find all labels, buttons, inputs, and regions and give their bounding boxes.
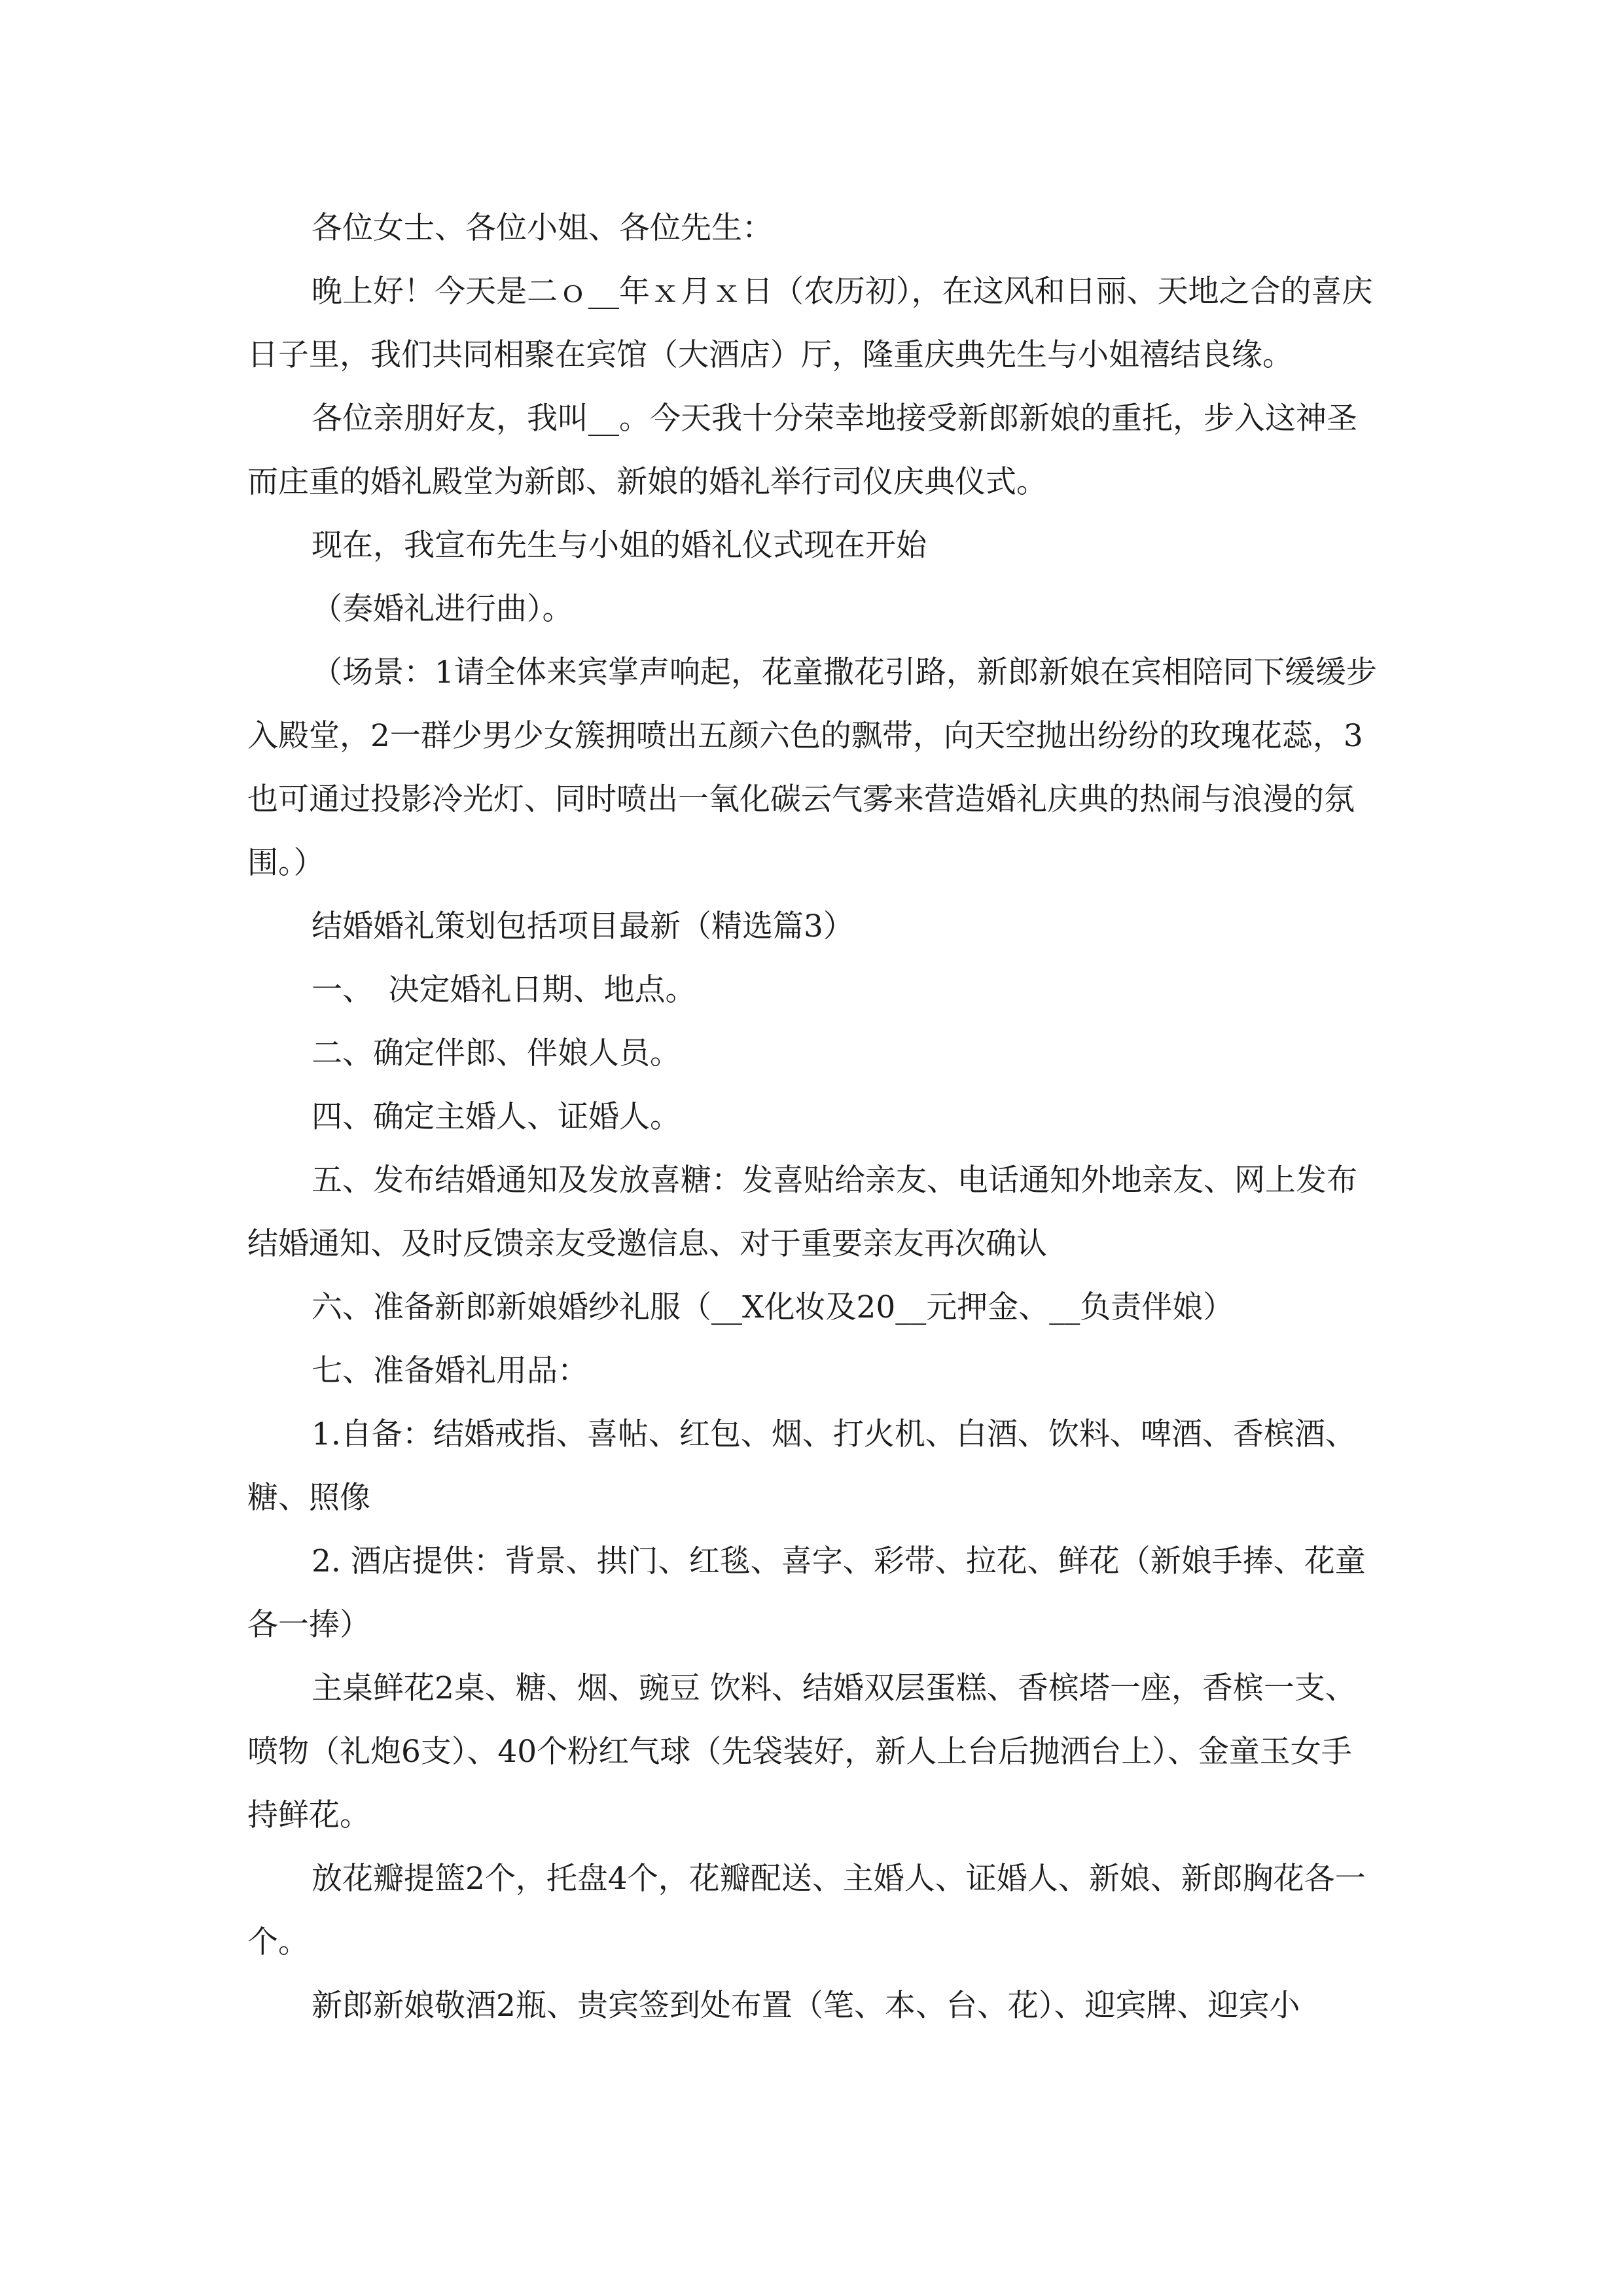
sub-list-item: 2. 酒店提供：背景、拱门、红毯、喜字、彩带、拉花、鲜花（新娘手捧、花童各一捧） bbox=[247, 1543, 1366, 1643]
section-heading: 结婚婚礼策划包括项目最新（精选篇3） bbox=[312, 908, 854, 944]
paragraph-greeting: 各位女士、各位小姐、各位先生： bbox=[312, 210, 773, 246]
list-item: 七、准备婚礼用品： bbox=[312, 1353, 588, 1389]
paragraph-items: 新郎新娘敬酒2瓶、贵宾签到处布置（笔、本、台、花）、迎宾牌、迎宾小 bbox=[312, 1988, 1300, 2024]
paragraph-introduction: 各位亲朋好友，我叫__。今天我十分荣幸地接受新郎新娘的重托，步入这神圣而庄重的婚礼殿堂为新郎、新娘的婚礼举行司仪庆典仪式。 bbox=[247, 401, 1357, 500]
paragraph-music-note: （奏婚礼进行曲）。 bbox=[312, 591, 573, 627]
sub-list-item: 1.自备：结婚戒指、喜帖、红包、烟、打火机、白酒、饮料、啤酒、香槟酒、糖、照像 bbox=[247, 1416, 1356, 1516]
paragraph-announcement: 现在，我宣布先生与小姐的婚礼仪式现在开始 bbox=[312, 528, 927, 564]
paragraph-opening: 晚上好！今天是二ｏ__年ｘ月ｘ日（农历初），在这风和日丽、天地之合的喜庆日子里，我们共同相聚在宾馆（大酒店）厅，隆重庆典先生与小姐禧结良缘。 bbox=[247, 274, 1373, 373]
list-item: 五、发布结婚通知及发放喜糖：发喜贴给亲友、电话通知外地亲友、网上发布结婚通知、及时反馈亲友受邀信息、对于重要亲友再次确认 bbox=[247, 1162, 1357, 1262]
document-body bbox=[247, 196, 1380, 2037]
list-item: 一、 决定婚礼日期、地点。 bbox=[312, 972, 696, 1008]
paragraph-scene: （场景：1请全体来宾掌声响起，花童撒花引路，新郎新娘在宾相陪同下缓缓步入殿堂，2一群少男少女簇拥喷出五颜六色的飘带，向天空抛出纷纷的玫瑰花蕊，3也可通过投影冷光灯、同时喷出一氧化碳云气雾来营造婚礼庆典的热闹与浪漫的氛围。） bbox=[247, 655, 1377, 881]
list-item: 四、确定主婚人、证婚人。 bbox=[312, 1099, 681, 1135]
list-item: 二、确定伴郎、伴娘人员。 bbox=[312, 1035, 681, 1071]
paragraph-items: 放花瓣提篮2个，托盘4个，花瓣配送、主婚人、证婚人、新娘、新郎胸花各一个。 bbox=[247, 1861, 1366, 1960]
paragraph-items: 主桌鲜花2桌、糖、烟、豌豆 饮料、结婚双层蛋糕、香槟塔一座，香槟一支、喷物（礼炮6支）、40个粉红气球（先袋装好，新人上台后抛洒台上）、金童玉女手持鲜花。 bbox=[247, 1670, 1356, 1833]
list-item: 六、准备新郎新娘婚纱礼服（__X化妆及20__元押金、__负责伴娘） bbox=[312, 1289, 1234, 1325]
